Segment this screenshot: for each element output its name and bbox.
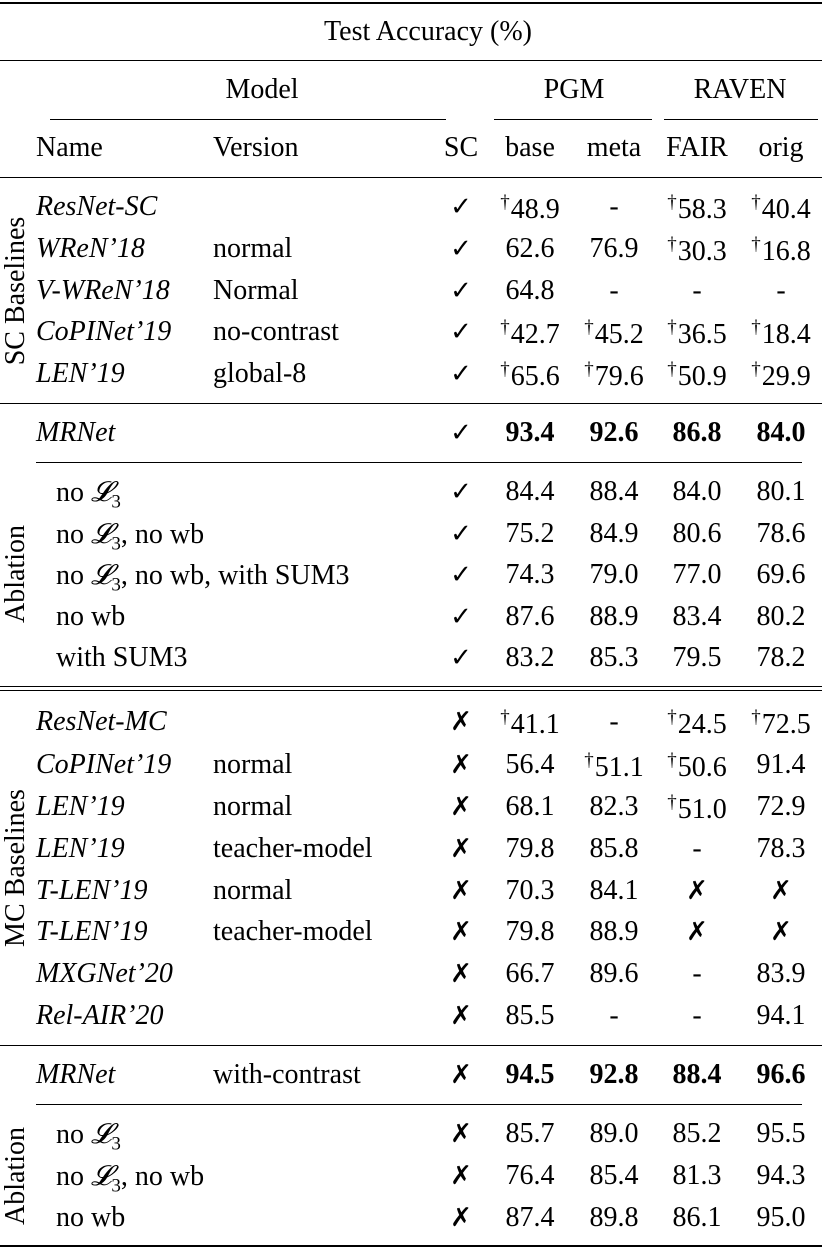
cell-fair: 83.4 [672,601,722,632]
row-name: ResNet-SC [36,191,158,222]
sc-mrnet-rule [36,462,802,463]
row-name: LEN’19 [36,791,125,822]
header-col-version: Version [213,132,299,163]
row-name: T-LEN’19 [36,875,148,906]
cell-meta: 85.3 [589,642,639,673]
double-rule-a [0,686,822,687]
check-icon: ✓ [450,418,472,447]
row-version: normal [213,749,293,780]
raven-cmidrule [664,119,818,120]
row-version: no-contrast [213,316,339,347]
double-rule-b [0,690,822,691]
check-icon: ✓ [450,317,472,346]
cell-meta: 89.8 [589,1202,639,1233]
cell-meta: - [609,191,619,222]
cell-base: 87.6 [505,601,555,632]
cell-orig: 94.1 [756,1000,806,1031]
cell-base: 79.8 [505,833,555,864]
cell-base: 56.4 [505,749,555,780]
cell-meta: 92.8 [589,1059,639,1090]
row-name: WReN’18 [36,233,145,264]
cell-fair: 79.5 [672,642,722,673]
cross-icon: ✗ [450,876,472,905]
sc-baselines-rule [0,403,822,404]
cross-icon: ✗ [450,1119,472,1148]
cell-orig: †18.4 [751,317,811,350]
cell-orig: †29.9 [751,359,811,392]
top-rule [0,2,822,4]
cell-fair: - [692,958,702,989]
cross-icon: ✗ [450,1060,472,1089]
dagger-mark: † [667,359,677,380]
row-name: no wb [56,601,126,632]
cell-meta: †45.2 [584,317,644,350]
check-icon: ✓ [450,560,472,589]
cell-fair: †50.6 [667,750,727,783]
row-name: MRNet [36,417,116,448]
cross-icon: ✗ [450,792,472,821]
check-icon: ✓ [450,192,472,221]
dagger-mark: † [667,792,677,813]
section-label-sc-baselines: SC Baselines [0,216,31,366]
pgm-cmidrule [494,119,652,120]
dagger-mark: † [500,707,510,728]
row-name: LEN’19 [36,833,125,864]
cell-base: 75.2 [505,518,555,549]
cross-icon: ✗ [450,750,472,779]
cell-orig: 91.4 [756,749,806,780]
row-name: T-LEN’19 [36,916,148,947]
row-version: Normal [213,275,299,306]
cell-fair: †58.3 [667,192,727,225]
cell-meta: 85.8 [589,833,639,864]
cell-orig: 80.2 [756,601,806,632]
check-icon: ✓ [450,477,472,506]
cell-fair: †24.5 [667,707,727,740]
row-version: teacher-model [213,916,373,947]
bottom-rule [0,1245,822,1247]
cell-meta: 88.9 [589,916,639,947]
cell-orig: - [776,275,786,306]
header-group-pgm: PGM [543,74,605,105]
header-group-model: Model [225,74,299,105]
check-icon: ✓ [450,519,472,548]
cell-fair: †30.3 [667,234,727,267]
cell-fair: 85.2 [672,1118,722,1149]
cell-base: 85.5 [505,1000,555,1031]
check-icon: ✓ [450,359,472,388]
cell-base: 76.4 [505,1160,555,1191]
dagger-mark: † [500,192,510,213]
cell-fair: 77.0 [672,559,722,590]
dagger-mark: † [667,192,677,213]
cell-meta: †51.1 [584,750,644,783]
cell-meta: 92.6 [589,417,639,448]
row-version: teacher-model [213,833,373,864]
cell-base: 66.7 [505,958,555,989]
cell-fair: 81.3 [672,1160,722,1191]
header-col-name: Name [36,132,103,163]
cell-orig: 78.6 [756,518,806,549]
header-col-orig: orig [758,132,804,163]
row-name: with SUM3 [56,642,188,673]
row-name: V-WReN’18 [36,275,170,306]
cell-orig: 94.3 [756,1160,806,1191]
cell-orig: 80.1 [756,476,806,507]
cell-base: 83.2 [505,642,555,673]
check-icon: ✓ [450,234,472,263]
cell-base: 70.3 [505,875,555,906]
row-version: normal [213,791,293,822]
cell-base: †65.6 [500,359,560,392]
cell-orig: 83.9 [756,958,806,989]
cell-orig: †72.5 [751,707,811,740]
title-rule [0,60,822,61]
cell-meta: 82.3 [589,791,639,822]
dagger-mark: † [667,234,677,255]
dagger-mark: † [751,359,761,380]
dagger-mark: † [751,234,761,255]
table-title: Test Accuracy (%) [324,16,532,47]
cell-orig: 78.2 [756,642,806,673]
header-col-sc: SC [443,132,479,163]
cell-fair: †51.0 [667,792,727,825]
cell-base: 74.3 [505,559,555,590]
cell-base: †48.9 [500,192,560,225]
section-label-mc-ablation: Ablation [0,1127,31,1225]
row-name: no 𝓛$_3$ [56,1117,121,1155]
check-icon: ✓ [450,276,472,305]
cell-fair: ✗ [686,917,708,946]
cell-meta: 84.1 [589,875,639,906]
cell-fair: - [692,1000,702,1031]
mc-baselines-rule [0,1045,822,1046]
cell-orig: 96.6 [756,1059,806,1090]
cell-base: 79.8 [505,916,555,947]
cell-orig: 78.3 [756,833,806,864]
cell-fair: †50.9 [667,359,727,392]
model-cmidrule [50,119,446,120]
cell-orig: †16.8 [751,234,811,267]
cell-base: 87.4 [505,1202,555,1233]
row-name: no 𝓛$_3$, no wb [56,517,205,555]
cell-fair: - [692,833,702,864]
cell-base: 93.4 [505,417,555,448]
row-name: MXGNet’20 [36,958,173,989]
cell-base: †41.1 [500,707,560,740]
cell-orig: ✗ [770,876,792,905]
cell-base: †42.7 [500,317,560,350]
cell-fair: 86.8 [672,417,722,448]
cross-icon: ✗ [450,917,472,946]
cell-meta: 89.6 [589,958,639,989]
dagger-mark: † [500,317,510,338]
cell-orig: †40.4 [751,192,811,225]
row-name: CoPINet’19 [36,316,172,347]
mc-mrnet-rule [36,1104,802,1105]
cell-meta: 88.4 [589,476,639,507]
header-group-raven: RAVEN [693,74,787,105]
cell-meta: 76.9 [589,233,639,264]
cell-fair: ✗ [686,876,708,905]
header-col-meta: meta [586,132,642,163]
cell-base: 94.5 [505,1059,555,1090]
cell-fair: †36.5 [667,317,727,350]
header-col-fair: FAIR [666,132,728,163]
dagger-mark: † [751,317,761,338]
cell-fair: 84.0 [672,476,722,507]
cell-base: 64.8 [505,275,555,306]
cell-orig: 69.6 [756,559,806,590]
cell-orig: 84.0 [756,417,806,448]
cell-meta: - [609,275,619,306]
cell-orig: 72.9 [756,791,806,822]
cross-icon: ✗ [450,1161,472,1190]
row-name: LEN’19 [36,358,125,389]
dagger-mark: † [667,750,677,771]
row-name: no 𝓛$_3$, no wb, with SUM3 [56,558,350,596]
cell-base: 84.4 [505,476,555,507]
cross-icon: ✗ [450,707,472,736]
row-name: no wb [56,1202,126,1233]
dagger-mark: † [667,317,677,338]
cell-meta: 88.9 [589,601,639,632]
cell-fair: 88.4 [672,1059,722,1090]
dagger-mark: † [667,707,677,728]
cell-meta: 89.0 [589,1118,639,1149]
section-label-sc-ablation: Ablation [0,525,31,623]
cross-icon: ✗ [450,834,472,863]
row-name: no 𝓛$_3$ [56,475,121,513]
cross-icon: ✗ [450,959,472,988]
header-rule [0,177,822,178]
cell-meta: - [609,706,619,737]
cross-icon: ✗ [450,1001,472,1030]
cell-meta: 85.4 [589,1160,639,1191]
cross-icon: ✗ [450,1203,472,1232]
cell-meta: 84.9 [589,518,639,549]
row-version: normal [213,875,293,906]
cell-meta: - [609,1000,619,1031]
check-icon: ✓ [450,602,472,631]
header-col-base: base [505,132,555,163]
dagger-mark: † [500,359,510,380]
row-version: with-contrast [213,1059,361,1090]
dagger-mark: † [584,750,594,771]
check-icon: ✓ [450,643,472,672]
dagger-mark: † [584,359,594,380]
cell-fair: 80.6 [672,518,722,549]
cell-meta: †79.6 [584,359,644,392]
cell-base: 68.1 [505,791,555,822]
cell-fair: - [692,275,702,306]
cell-meta: 79.0 [589,559,639,590]
row-name: MRNet [36,1059,116,1090]
dagger-mark: † [751,192,761,213]
row-name: CoPINet’19 [36,749,172,780]
row-name: ResNet-MC [36,706,167,737]
row-version: normal [213,233,293,264]
dagger-mark: † [584,317,594,338]
row-name: no 𝓛$_3$, no wb [56,1159,205,1197]
cell-base: 85.7 [505,1118,555,1149]
dagger-mark: † [751,707,761,728]
cell-orig: ✗ [770,917,792,946]
cell-base: 62.6 [505,233,555,264]
section-label-mc-baselines: MC Baselines [0,789,31,947]
cell-orig: 95.5 [756,1118,806,1149]
row-name: Rel-AIR’20 [36,1000,164,1031]
row-version: global-8 [213,358,307,389]
cell-fair: 86.1 [672,1202,722,1233]
cell-orig: 95.0 [756,1202,806,1233]
